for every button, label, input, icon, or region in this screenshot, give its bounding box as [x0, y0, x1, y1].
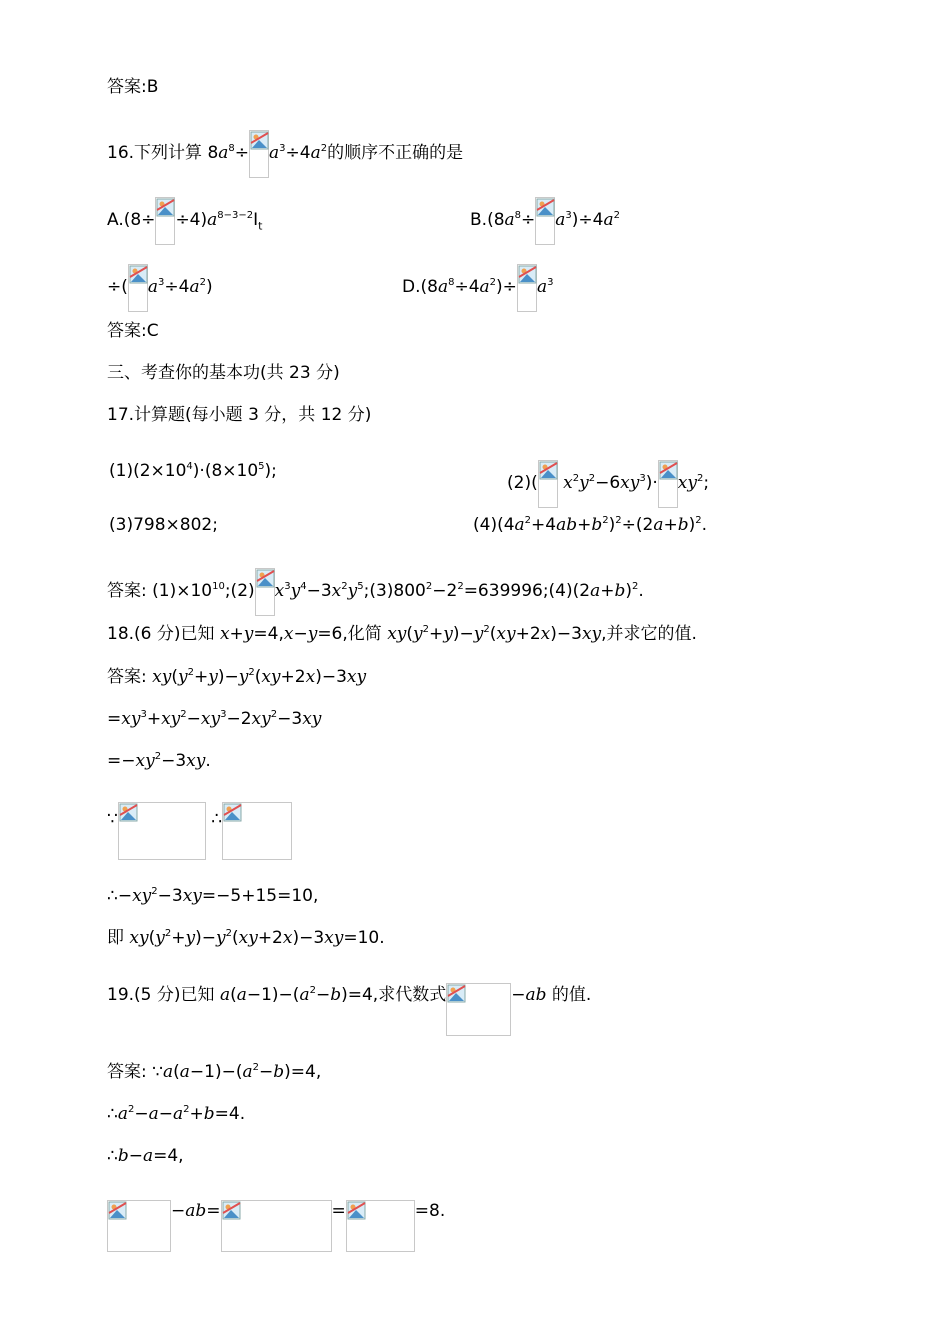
answer-18-line-6: 即 $xy(y^2+y)-y^2(xy+2x)-3xy=10$.	[107, 928, 385, 948]
option-d: $D.(8a^8\div 4a^2)\div$ $a^3$	[402, 264, 553, 312]
question-17-1: $(1)(2\times 10^4)\cdot(8\times 10^5)$;	[109, 461, 277, 481]
answer-19-line-1: 答案: $\because a(a-1)-(a^2-b)=4$,	[107, 1062, 322, 1082]
broken-image-icon	[255, 568, 275, 616]
option-b: $B.(8a^8\div$ $a^3)\div 4a^2$	[470, 197, 620, 245]
section-title: 三、考查你的基本功(共 23 分)	[107, 363, 340, 383]
broken-image-icon	[658, 460, 678, 508]
answer-16: 答案:C	[107, 321, 159, 341]
question-17-4: $(4)(4a^2+4ab+b^2)^2\div(2a+b)^2$.	[473, 515, 708, 535]
broken-image-icon	[535, 197, 555, 245]
option-a: A.(8÷ $\div 4)a^{8-3-2}I_t$	[107, 197, 262, 245]
answer-19-line-3: ∴b−a=4,	[107, 1146, 184, 1166]
question-19: 19.(5 分)已知 $a(a-1)-(a^2-b)=4$,求代数式 −ab 的值.	[107, 983, 591, 1036]
broken-image-icon	[346, 1200, 415, 1252]
answer-18-line-2: $=xy^3+xy^2-xy^3-2xy^2-3xy$	[107, 709, 322, 729]
broken-image-icon	[155, 197, 175, 245]
answer-19-line-4: −ab= = =8.	[107, 1200, 445, 1252]
broken-image-icon	[222, 802, 292, 860]
answer-18-line-4: ∵ ∴	[107, 802, 292, 860]
option-c: ÷( $a^3\div 4a^2$)	[107, 264, 213, 312]
answer-18-line-5: $\therefore-xy^2-3xy=-5+15=10$,	[107, 886, 319, 906]
question-17: 17.计算题(每小题 3 分，共 12 分)	[107, 405, 372, 425]
broken-image-icon	[538, 460, 558, 508]
question-18: 18.(6 分)已知 x+y=4,x−y=6,化简 $xy(y^2+y)-y^2(xy+2x)-3xy$,并求它的值.	[107, 624, 697, 644]
broken-image-icon	[221, 1200, 332, 1252]
question-17-2: (2)( $x^2y^2-6xy^3)\cdot$ $xy^2$;	[507, 460, 709, 508]
broken-image-icon	[128, 264, 148, 312]
question-16: 16.下列计算 $8a^8\div$ $a^3\div 4a^2$的顺序不正确的是	[107, 130, 463, 178]
broken-image-icon	[118, 802, 206, 860]
answer-19-line-2: $\therefore a^2-a-a^2+b=4$.	[107, 1104, 246, 1124]
question-17-3: (3)798×802;	[109, 515, 218, 535]
answer-15: 答案:B	[107, 77, 159, 97]
broken-image-icon	[107, 1200, 171, 1252]
answer-17: 答案: $(1)\times 10^{10};(2)$ $x^3y^4-3x^2y^5;(3)800^2-2^2=639996;(4)(2a+b)^2$.	[107, 568, 644, 616]
broken-image-icon	[446, 983, 511, 1036]
broken-image-icon	[517, 264, 537, 312]
answer-18-line-3: $=-xy^2-3xy$.	[107, 751, 211, 771]
broken-image-icon	[249, 130, 269, 178]
answer-18-line-1: 答案: $xy(y^2+y)-y^2(xy+2x)-3xy$	[107, 667, 367, 687]
